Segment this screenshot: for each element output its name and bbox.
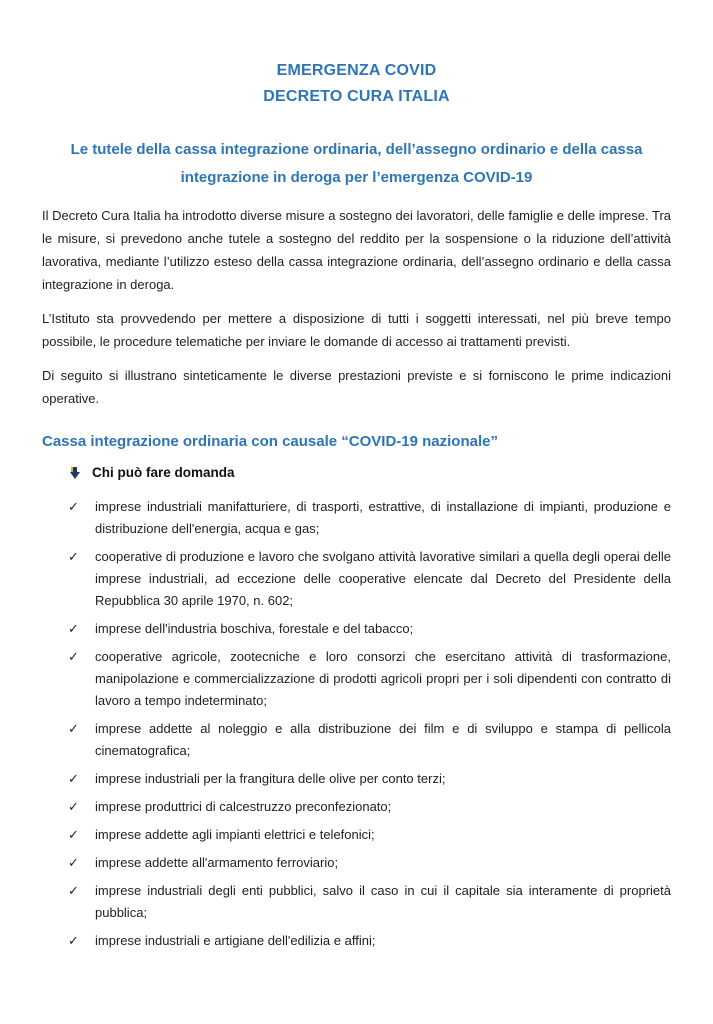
list-item <box>42 618 671 640</box>
checkmark-icon: ✓ <box>68 549 79 564</box>
checkmark-icon: ✓ <box>68 855 79 870</box>
list-item-text: imprese industriali e artigiane dell'edilizia e affini; <box>95 933 376 948</box>
checkmark-icon: ✓ <box>68 649 79 664</box>
intro-paragraph: Il Decreto Cura Italia ha introdotto diverse misure a sostegno dei lavoratori, delle famiglie e delle imprese. Tra le misure, si prevedono anche tutele a sostegno del reddito per la sospensione o la riduzione dell’attività lavorativa, mediante l’utilizzo esteso della cassa integrazione ordinaria, dell’assegno ordinario e della cassa integrazione in deroga. <box>42 208 671 292</box>
bullet-header-label: Chi può fare domanda <box>92 465 235 480</box>
bullet-header <box>68 464 671 482</box>
section-heading: Cassa integrazione ordinaria con causale “COVID-19 nazionale” <box>42 433 498 450</box>
list-item-text: cooperative agricole, zootecniche e loro consorzi che esercitano attività di trasformazione, manipolazione e commercializzazione di prodotti agricoli propri per i soli dipendenti con contratto di lavoro a tempo indeterminato; <box>95 649 671 708</box>
intro-paragraph: L’Istituto sta provvedendo per mettere a disposizione di tutti i soggetti interessati, nel più breve tempo possibile, le procedure telematiche per inviare le domande di accesso ai trattamenti previsti. <box>42 311 671 349</box>
down-arrow-bullet-icon <box>68 466 82 480</box>
eligible-companies-list <box>42 496 671 952</box>
list-item-text: imprese industriali degli enti pubblici, salvo il caso in cui il capitale sia interamente di proprietà pubblica; <box>95 883 671 920</box>
document-title <box>42 58 671 110</box>
list-item <box>42 796 671 818</box>
title-line-1: EMERGENZA COVID <box>276 62 437 79</box>
list-item <box>42 852 671 874</box>
checkmark-icon: ✓ <box>68 827 79 842</box>
checkmark-icon: ✓ <box>68 499 79 514</box>
list-item <box>42 646 671 712</box>
list-item <box>42 496 671 540</box>
list-item-text: imprese addette agli impianti elettrici e telefonici; <box>95 827 375 842</box>
checkmark-icon: ✓ <box>68 799 79 814</box>
list-item-text: imprese industriali per la frangitura delle olive per conto terzi; <box>95 771 446 786</box>
list-item-text: imprese dell'industria boschiva, forestale e del tabacco; <box>95 621 414 636</box>
list-item-text: imprese industriali manifatturiere, di trasporti, estrattive, di installazione di impianti, produzione e distribuzione dell'energia, acqua e gas; <box>95 499 671 536</box>
checkmark-icon: ✓ <box>68 883 79 898</box>
list-item <box>42 930 671 952</box>
checkmark-icon: ✓ <box>68 621 79 636</box>
list-item-text: imprese addette all'armamento ferroviario; <box>95 855 339 870</box>
document-subtitle: Le tutele della cassa integrazione ordinaria, dell’assegno ordinario e della cassa integrazione in deroga per l’emergenza COVID-19 <box>70 141 643 186</box>
list-item <box>42 768 671 790</box>
checkmark-icon: ✓ <box>68 771 79 786</box>
intro-paragraphs <box>42 204 671 410</box>
intro-paragraph: Di seguito si illustrano sinteticamente le diverse prestazioni previste e si forniscono le prime indicazioni operative. <box>42 368 671 406</box>
list-item-text: imprese produttrici di calcestruzzo preconfezionato; <box>95 799 392 814</box>
list-item <box>42 824 671 846</box>
checkmark-icon: ✓ <box>68 721 79 736</box>
checkmark-icon: ✓ <box>68 933 79 948</box>
list-item-text: imprese addette al noleggio e alla distribuzione dei film e di sviluppo e stampa di pellicola cinematografica; <box>95 721 671 758</box>
title-line-2: DECRETO CURA ITALIA <box>263 88 450 105</box>
list-item <box>42 880 671 924</box>
list-item <box>42 546 671 612</box>
list-item-text: cooperative di produzione e lavoro che svolgano attività lavorative similari a quella degli operai delle imprese industriali, ad eccezione delle cooperative elencate dal Decreto del Presidente della Repubblica 30 aprile 1970, n. 602; <box>95 549 671 608</box>
list-item <box>42 718 671 762</box>
